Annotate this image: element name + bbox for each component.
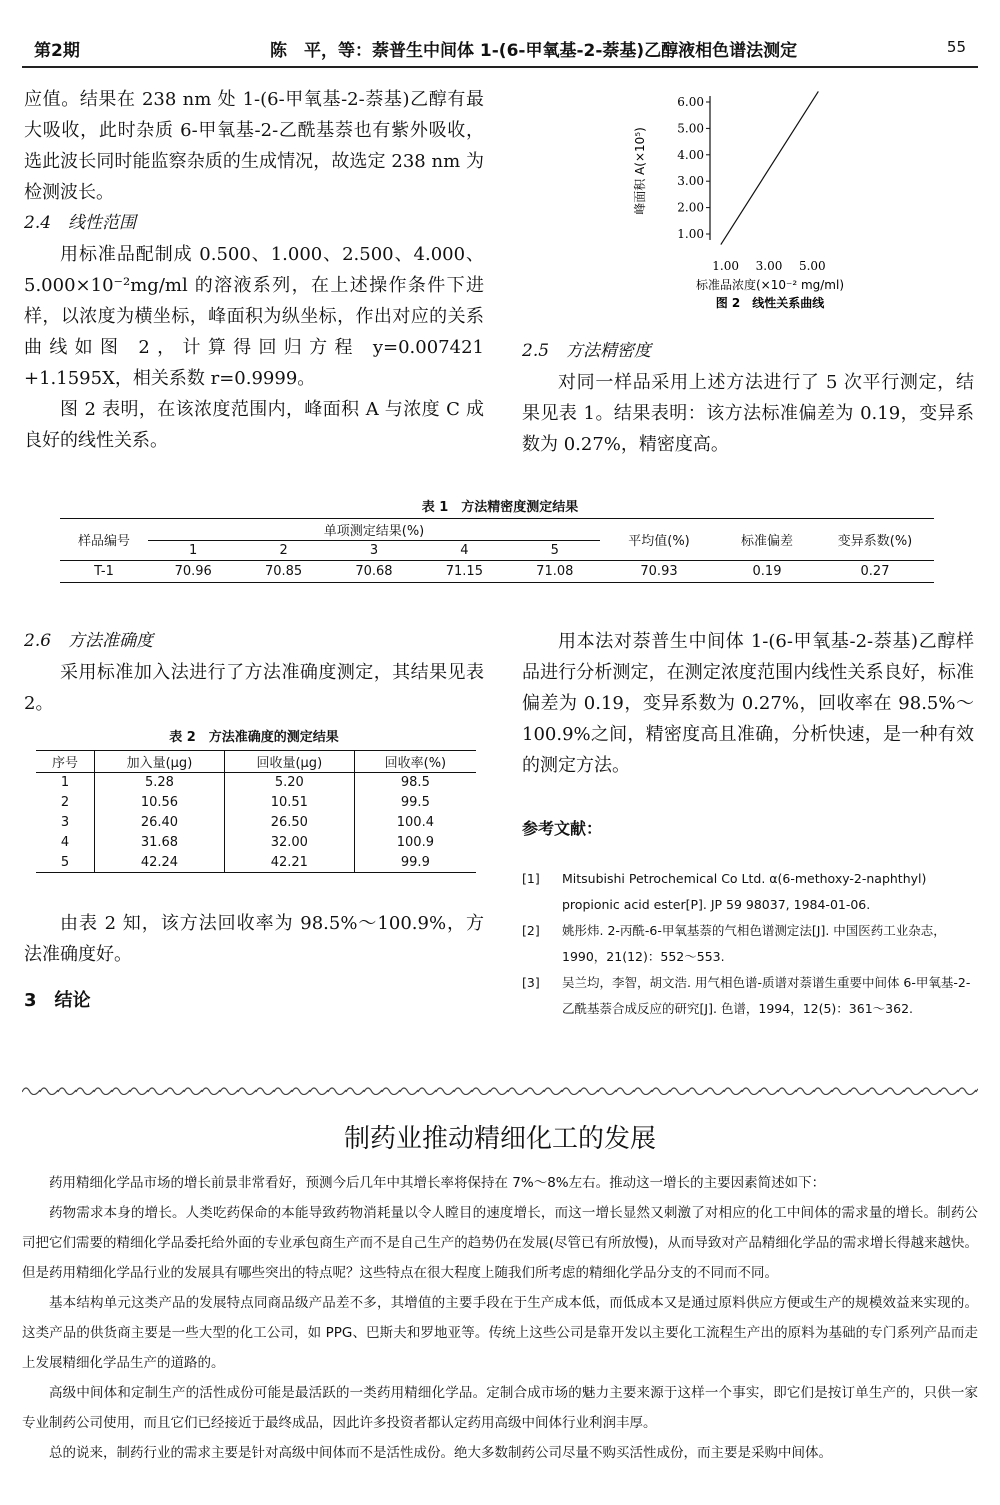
right-column-top	[522, 336, 974, 460]
section-2-6-heading: 2.6 方法准确度	[24, 631, 154, 651]
t2-cell: 100.9	[396, 835, 434, 850]
y-tick-label: 5.00	[677, 121, 704, 136]
table-1-caption: 表 1 方法精密度测定结果	[421, 500, 579, 515]
table-row	[36, 833, 476, 853]
t2-header-added: 加入量(μg)	[95, 751, 225, 773]
y-tick-label: 3.00	[677, 174, 704, 189]
t2-cell: 99.5	[400, 795, 430, 810]
t1-header-n1: 1	[148, 541, 238, 561]
ornament-pattern	[22, 1088, 978, 1095]
y-tick-label: 6.00	[677, 95, 704, 109]
regression-line	[721, 91, 819, 244]
t2-cell: 10.51	[224, 793, 354, 813]
table-2-caption: 表 2 方法准确度的测定结果	[169, 730, 339, 745]
x-tick-label: 3.00	[755, 259, 783, 273]
article-paragraph: 药物需求本身的增长。人类吃药保命的本能导致药物消耗量以令人瞠目的速度增长，而这一增长显然又刺激了对相应的化工中间体的需求量的增长。制药公司把它们需要的精细化学品委托给外面的专业承包商生产而不是自己生产的趋势仍在发展(尽管已有所放慢)，从而导致对产品精细化学品的需求增长得越来越快。但是药用精细化学品行业的发展具有哪些突出的特点呢？这些特点在很大程度上随我们所考虑的精细化学品分支的不同而不同。	[22, 1205, 978, 1281]
t1-header-cv: 变异系数(%)	[816, 519, 934, 561]
reference-number: [2]	[522, 923, 540, 938]
t1-cell: 0.19	[752, 564, 782, 579]
t1-cell: 70.85	[264, 564, 303, 579]
series-line	[721, 91, 819, 244]
paragraph-conclusion: 用本法对萘普生中间体 1-(6-甲氧基-2-萘基)乙醇样品进行分析测定，在测定浓度范围内线性关系良好，标准偏差为 0.19，变异系数为 0.27%，回收率在 98.5%～100.9%之间，精密度高且准确，分析快速，是一种有效的测定方法。	[522, 631, 974, 776]
left-column-top	[24, 84, 484, 456]
x-tick-label: 5.00	[798, 259, 826, 273]
t2-cell: 2	[36, 793, 95, 813]
t2-cell: 31.68	[95, 833, 225, 853]
t2-header-recovered: 回收量(μg)	[224, 751, 354, 773]
references-list	[522, 866, 974, 1022]
t2-cell: 100.4	[396, 815, 434, 830]
t1-header-mean: 平均值(%)	[600, 519, 718, 561]
t2-header-no: 序号	[36, 751, 95, 773]
y-ticks	[677, 95, 710, 241]
running-title: 陈 平，等：萘普生中间体 1-(6-甲氧基-2-萘基)乙醇液相色谱法测定	[270, 41, 798, 61]
reference-item	[522, 918, 974, 970]
t1-header-std: 标准偏差	[718, 519, 816, 561]
table-row	[36, 793, 476, 813]
t1-cell: 70.96	[174, 564, 212, 579]
left-column-bottom	[24, 626, 484, 719]
article-paragraph: 药用精细化学品市场的增长前景非常看好，预测今后几年中其增长率将保持在 7%～8%左右。推动这一增长的主要因素简述如下：	[49, 1175, 826, 1191]
reference-item	[522, 866, 974, 918]
t2-cell: 26.50	[224, 813, 354, 833]
reference-item	[522, 970, 974, 1022]
article-paragraph: 高级中间体和定制生产的活性成份可能是最活跃的一类药用精细化学品。定制合成市场的魅力主要来源于这样一个事实，即它们是按订单生产的，只供一家专业制药公司使用，而且它们已经接近于最终成品，因此许多投资者都认定药用高级中间体行业利润丰厚。	[22, 1385, 978, 1431]
t1-header-single: 单项测定结果(%)	[148, 519, 600, 541]
x-tick-label: 1.00	[712, 259, 740, 273]
section-2-4-heading: 2.4 线性范围	[24, 213, 137, 233]
t2-header-rate: 回收率(%)	[354, 751, 476, 773]
page-header	[22, 26, 978, 68]
paragraph-recovery: 由表 2 知，该方法回收率为 98.5%～100.9%，方法准确度好。	[24, 913, 484, 965]
t1-cell: 70.93	[640, 564, 678, 579]
page-number: 55	[946, 38, 966, 56]
paragraph-linear-range: 用标准品配制成 0.500、1.000、2.500、4.000、5.000×10⁻²mg/ml 的溶液系列，在上述操作条件下进样，以浓度为横坐标，峰面积为纵坐标，作出对应的关系曲线如图 2，计算得回归方程 y=0.007421 +1.1595X，相关系数 r=0.9999。	[24, 244, 484, 389]
y-tick-label: 2.00	[677, 200, 704, 215]
table-row	[60, 561, 934, 583]
t2-cell: 5.20	[224, 773, 354, 793]
linear-chart	[630, 86, 860, 318]
t1-header-n5: 5	[510, 541, 600, 561]
table-1	[60, 518, 934, 583]
right-column-bottom	[522, 626, 974, 781]
t1-cell: 0.27	[860, 564, 890, 579]
t1-cell: 70.68	[355, 564, 393, 579]
t2-cell: 99.9	[400, 854, 430, 870]
y-tick-label: 4.00	[677, 147, 704, 162]
reference-text: Mitsubishi Petrochemical Co Ltd. α(6-methoxy-2-naphthyl) propionic acid ester[P]. JP 59 98037, 1984-01-06.	[562, 871, 927, 912]
table-row	[36, 853, 476, 873]
figure-caption: 图 2 线性关系曲线	[715, 296, 825, 310]
t1-header-n2: 2	[238, 541, 328, 561]
paragraph-precision: 对同一样品采用上述方法进行了 5 次平行测定，结果见表 1。结果表明：该方法标准偏差为 0.19，变异系数为 0.27%，精密度高。	[522, 372, 974, 455]
t2-cell: 98.5	[400, 775, 430, 791]
t2-cell: 42.21	[224, 853, 354, 873]
t1-header-n3: 3	[329, 541, 419, 561]
reference-number: [3]	[522, 975, 540, 990]
t2-cell: 4	[36, 833, 95, 853]
t2-cell: 26.40	[95, 813, 225, 833]
y-tick-label: 1.00	[677, 227, 704, 241]
t2-cell: 10.56	[95, 793, 225, 813]
references-title: 参考文献：	[522, 819, 603, 838]
decorative-divider	[22, 1080, 978, 1090]
paragraph-linear-conclusion: 图 2 表明，在该浓度范围内，峰面积 A 与浓度 C 成良好的线性关系。	[24, 399, 484, 451]
t1-header-n4: 4	[419, 541, 509, 561]
x-axis-label: 标准品浓度(×10⁻² mg/ml)	[695, 278, 845, 292]
t1-header-sample: 样品编号	[60, 519, 148, 561]
article-body	[22, 1168, 978, 1468]
t2-cell: 5	[36, 853, 95, 873]
figure-2	[630, 86, 860, 318]
t2-cell: 42.24	[95, 853, 225, 873]
x-ticks	[712, 259, 825, 273]
article-paragraph: 总的说来，制药行业的需求主要是针对高级中间体而不是活性成份。绝大多数制药公司尽量不购买活性成份，而主要是采购中间体。	[49, 1445, 832, 1461]
t2-cell: 32.00	[224, 833, 354, 853]
t1-cell: 71.08	[536, 564, 574, 579]
section-2-5-heading: 2.5 方法精密度	[522, 341, 652, 361]
paragraph-accuracy: 采用标准加入法进行了方法准确度测定，其结果见表 2。	[24, 662, 484, 714]
reference-text: 吴兰均，李智，胡文浩. 用气相色谱-质谱对萘谱生重要中间体 6-甲氧基-2-乙酰基萘合成反应的研究[J]. 色谱，1994，12(5)：361～362.	[562, 975, 971, 1016]
t2-cell: 5.28	[95, 773, 225, 793]
table-row	[36, 773, 476, 793]
t1-cell: T-1	[94, 564, 114, 579]
t1-cell: 71.15	[445, 564, 483, 579]
reference-text: 姚彤炜. 2-丙酰-6-甲氧基萘的气相色谱测定法[J]. 中国医药工业杂志，1990，21(12)：552～553.	[562, 923, 946, 964]
y-axis-label: 峰面积 A(×10⁵)	[633, 127, 647, 215]
section-3-heading: 3 结论	[24, 990, 91, 1011]
paragraph-wavelength: 应值。结果在 238 nm 处 1-(6-甲氧基-2-萘基)乙醇有最大吸收，此时杂质 6-甲氧基-2-乙酰基萘也有紫外吸收，选此波长同时能监察杂质的生成情况，故选定 238 nm 为检测波长。	[24, 89, 484, 203]
t2-cell: 1	[36, 773, 95, 793]
journal-issue: 第2期	[34, 41, 80, 61]
article-paragraph: 基本结构单元这类产品的发展特点同商品级产品差不多，其增值的主要手段在于生产成本低，而低成本又是通过原料供应方便或生产的规模效益来实现的。这类产品的供货商主要是一些大型的化工公司，如 PPG、巴斯夫和罗地亚等。传统上这些公司是靠开发以主要化工流程生产出的原料为基础的专门系列产品而走上发展精细化学品生产的道路的。	[22, 1295, 978, 1371]
table-row	[36, 813, 476, 833]
table-2	[36, 750, 476, 873]
t2-cell: 3	[36, 813, 95, 833]
article-title: 制药业推动精细化工的发展	[343, 1124, 656, 1154]
left-column-bottom-2	[24, 908, 484, 970]
reference-number: [1]	[522, 871, 540, 886]
